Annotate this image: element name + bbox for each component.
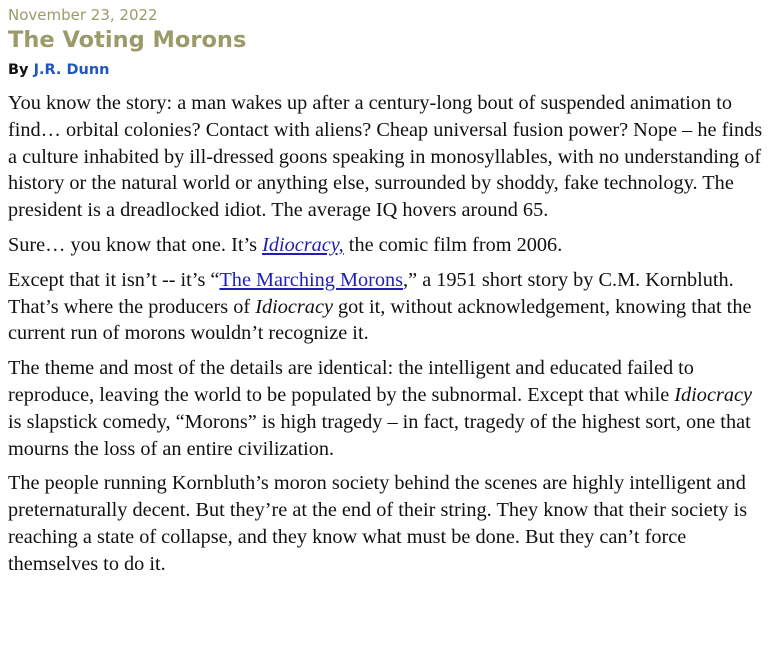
paragraph-3-text-after: got it, without acknowledgement, knowing that the current run of morons wouldn’t recognize it. [8,295,752,345]
paragraph-4-italic-title: Idiocracy [674,383,752,406]
paragraph-3-text-mid: ,” a 1951 short story by C.M. Kornbluth. That’s where the producers of [8,268,734,318]
paragraph-5: The people running Kornbluth’s moron society behind the scenes are highly intelligent and preternaturally decent. But they’re at the end of their string. They know that their society is reaching a state of collapse, and they know what must be done. But they can’t force themselves to do it. [8,472,748,575]
paragraph-4-text-after: is slapstick comedy, “Morons” is high tragedy – in fact, tragedy of the highest sort, one that mourns the loss of an entire civilization. [8,410,751,460]
article-title: The Voting Morons [8,27,247,53]
paragraph-2 [8,232,769,259]
author-link[interactable]: J.R. Dunn [33,62,110,78]
marching-morons-link[interactable]: The Marching Morons [219,268,404,291]
paragraph-3-italic-title: Idiocracy [255,295,333,318]
idiocracy-link[interactable] [262,234,344,256]
byline-prefix: By [8,62,34,78]
byline [8,60,769,80]
paragraph-4-text-before: The theme and most of the details are identical: the intelligent and educated failed to reproduce, leaving the world to be populated by the subnormal. Except that while [8,357,694,406]
paragraph-2-text-before: Sure… you know that one. It’s [8,233,263,256]
paragraph-1: You know the story: a man wakes up after a century-long bout of suspended animation to find… orbital colonies? Contact with aliens? Cheap universal fusion power? Nope – he finds a culture inhabited by ill-dressed goons speaking in monosyllables, with no understanding of history or the natural world or anything else, surrounded by shoddy, fake technology. The president is a dreadlocked idiot. The average IQ hovers around 65. [8,92,763,222]
paragraph-4 [8,355,769,462]
article-body [8,90,769,578]
paragraph-3-text-before: Except that it isn’t -- it’s “ [8,268,220,291]
paragraph-2-text-after: the comic film from 2006. [343,233,563,256]
paragraph-3 [8,267,769,347]
article-date: November 23, 2022 [8,6,158,24]
idiocracy-link-text: Idiocracy, [262,233,344,256]
